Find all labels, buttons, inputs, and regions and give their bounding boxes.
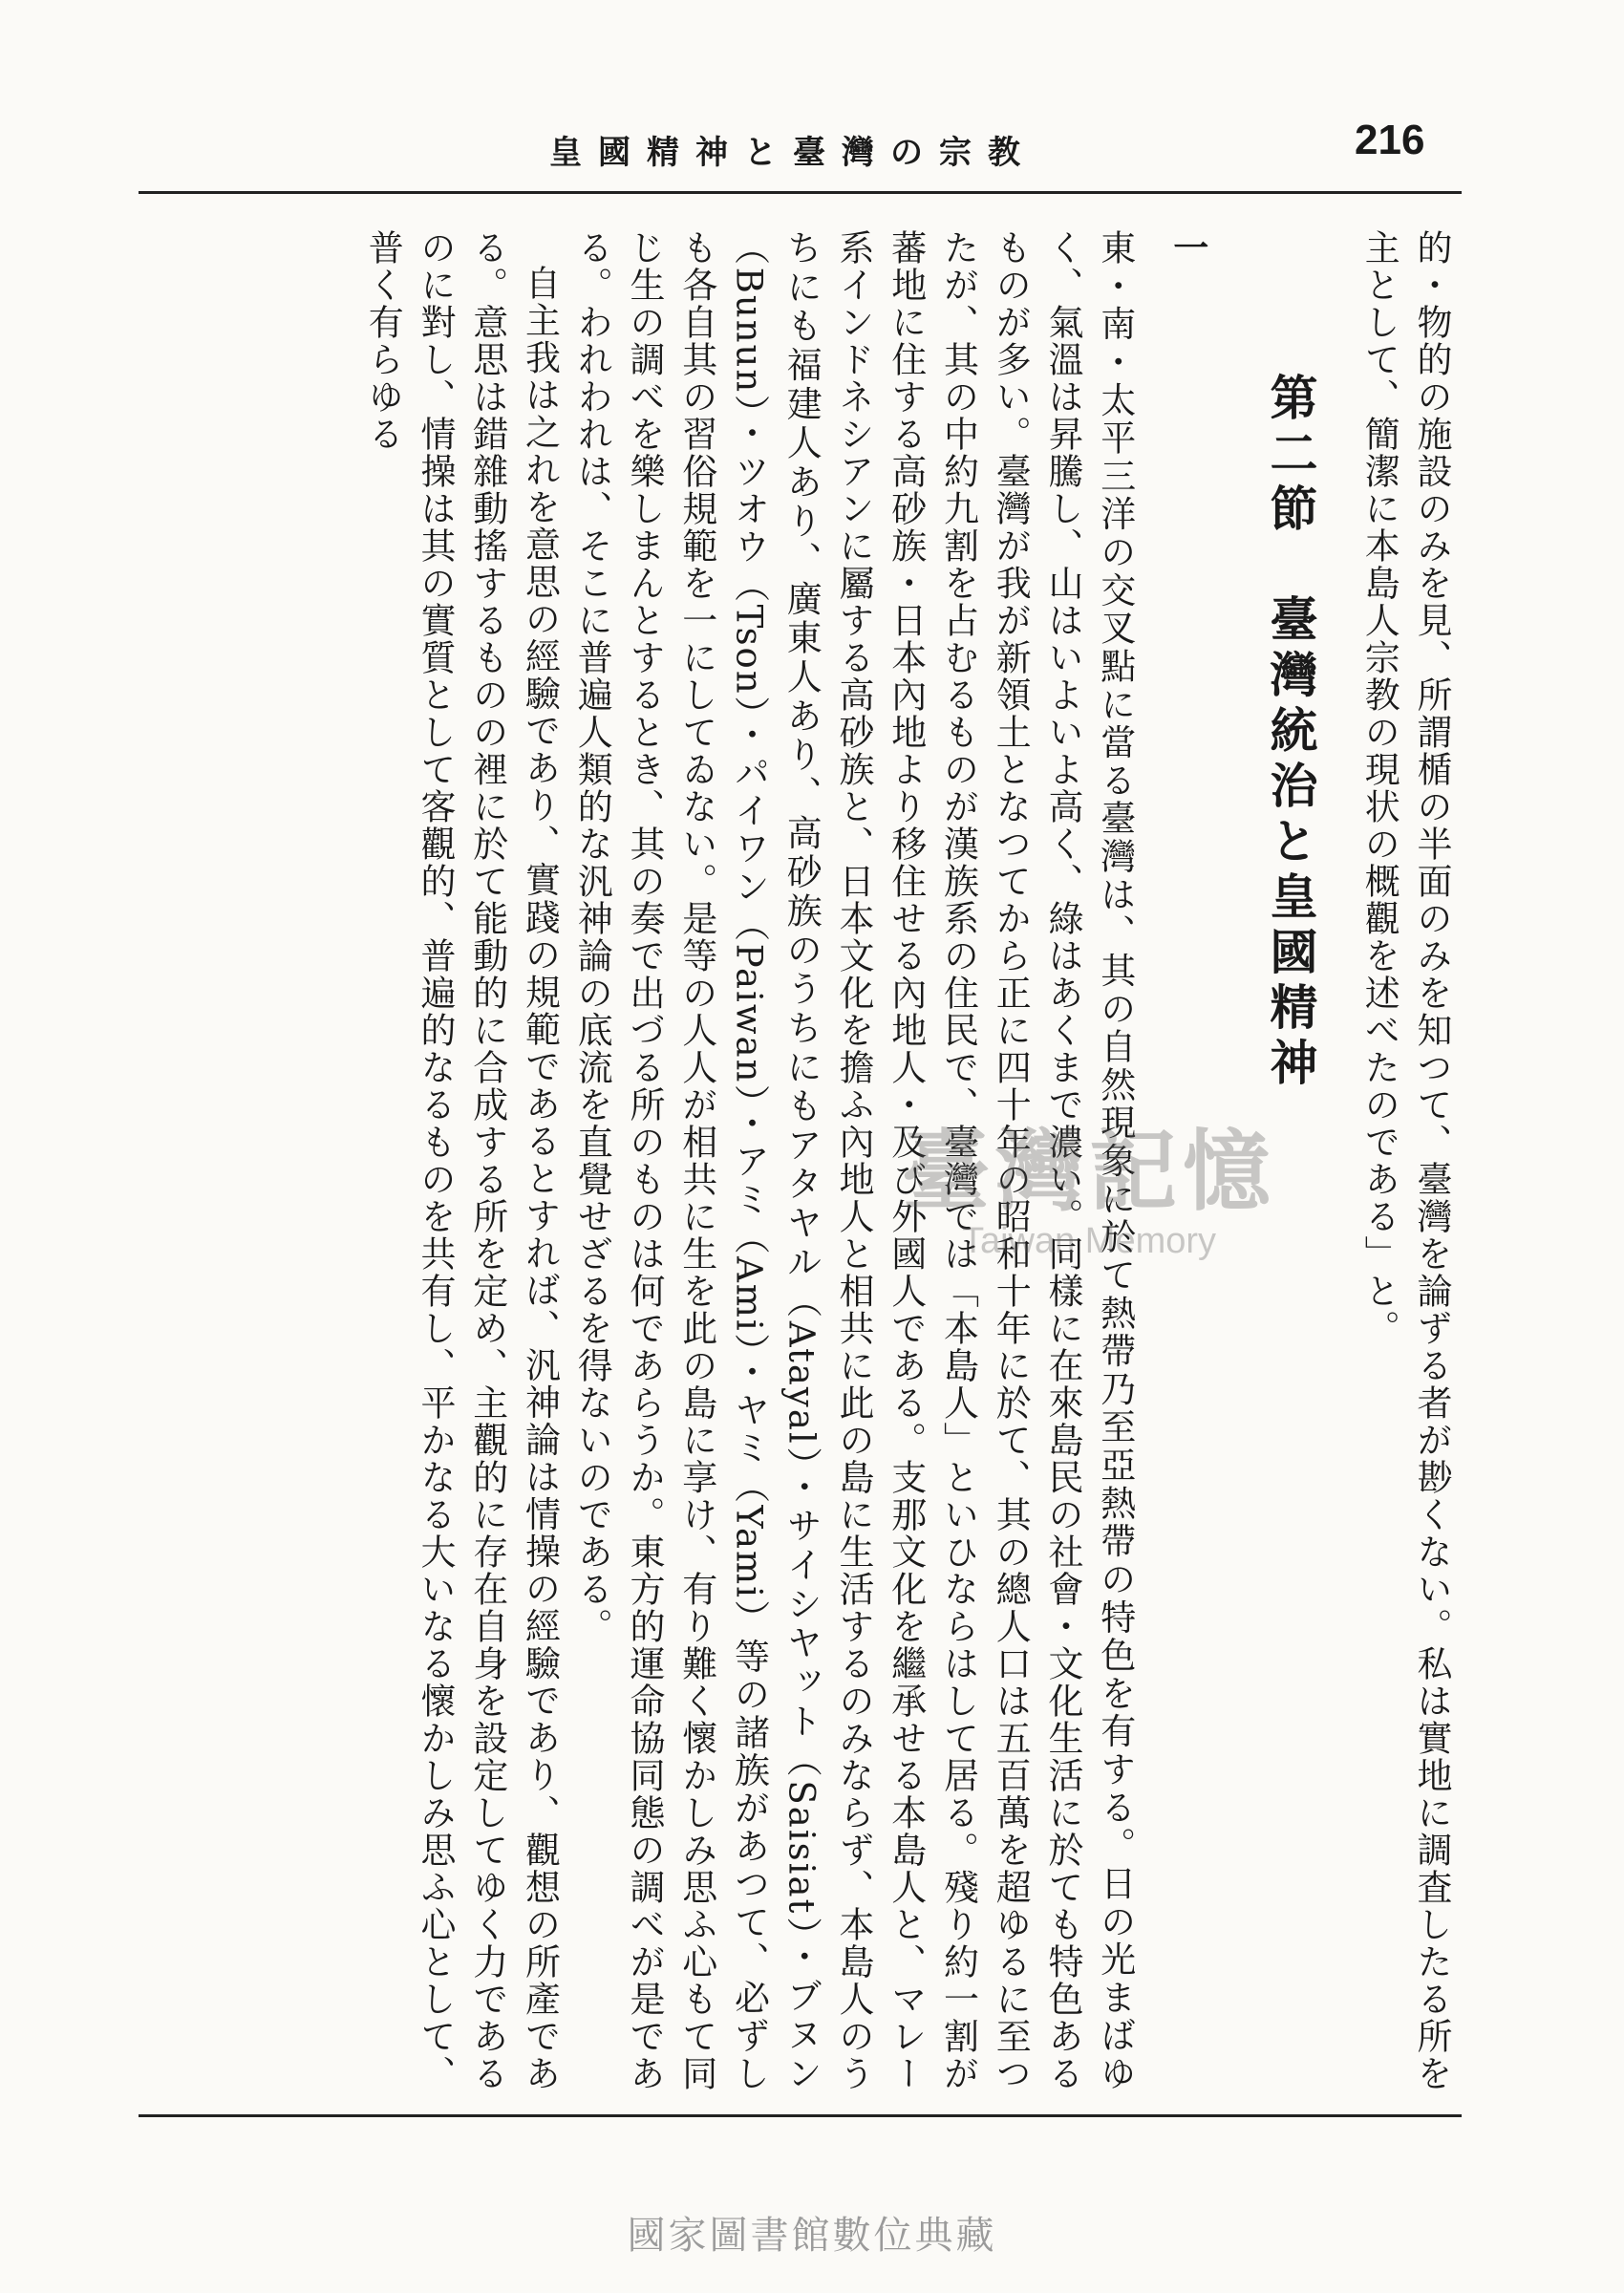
footer-archive-label: 國家圖書館數位典藏 xyxy=(627,2214,997,2258)
header-rule xyxy=(139,191,1462,194)
running-head-title: 皇國精神と臺灣の宗教 xyxy=(549,134,1036,172)
paragraph: 東・南・太平三洋の交叉點に當る臺灣は、其の自然現象に於て熱帶乃至亞熱帶の特色を有する。日の光まばゆく、氣溫は昇騰し、山はいよいよ高く、綠はあくまで濃い。同樣に在來島民の社會・文化生活に於ても特色あるものが多い。臺灣が我が新領土となつてから正に四十年の昭和十年に於て、其の總人口は五百萬を超ゆるに至つたが、其の中約九割を占むるものが漢族系の住民で、臺灣では「本島人」といひならはして居る。殘り約一割が蕃地に住する高砂族・日本內地より移住せる內地人・及び外國人である。支那文化を繼承せる本島人と、マレー系インドネシアンに屬する高砂族と、日本文化を擔ふ內地人と相共に此の島に生活するのみならず、本島人のうちにも福建人あり、廣東人あり、高砂族のうちにもアタヤル（Atayal）・サイシヤット（Saisiat）・ブヌン（Bunun）・ツオウ（Tson）・パイワン（Paiwan）・アミ（Ami）・ヤミ（Yami）等の諸族があつて、必ずしも各自其の習俗規範を一にしてゐない。是等の人人が相共に生を此の島に享け、有り難く懷かしみ思ふ心もて同じ生の調べを樂しまんとするとき、其の奏で出づる所のものは何であらうか。東方的運命協同態の調べが是である。われわれは、そこに普遍人類的な汎神論の底流を直覺せざるを得ないのである。 xyxy=(571,229,1136,2092)
subsection-number: 一 xyxy=(1166,229,1209,267)
paragraph: 自主我は之れを意思の經驗であり、實踐の規範であるとすれば、汎神論は情操の經驗であり、觀想の所產である。意思は錯雜動搖するものの裡に於て能動的に合成する所を定め、主觀的に存在自身を設定してゆく力であるのに對し、情操は其の實質として客觀的、普遍的なるものを共有し、平かなる大いなる懷かしみ思ふ心として、普く有らゆる xyxy=(362,229,561,2092)
section-heading: 第二節 臺灣統治と皇國精神 xyxy=(1262,373,1319,1093)
watermark-text: 臺灣記憶 xyxy=(901,1120,1276,1223)
vertical-body-text xyxy=(148,229,1457,2092)
footer-rule xyxy=(139,2114,1462,2117)
watermark-subtext: Taiwan Memory xyxy=(961,1221,1217,1261)
page-number: 216 xyxy=(1355,117,1425,163)
paragraph-continued: 的・物的の施設のみを見、所謂楯の半面のみを知つて、臺灣を論ずる者が尠くない。私は實地に調査したる所を主として、簡潔に本島人宗教の現状の概觀を述べたのである」と。 xyxy=(1358,229,1452,2092)
